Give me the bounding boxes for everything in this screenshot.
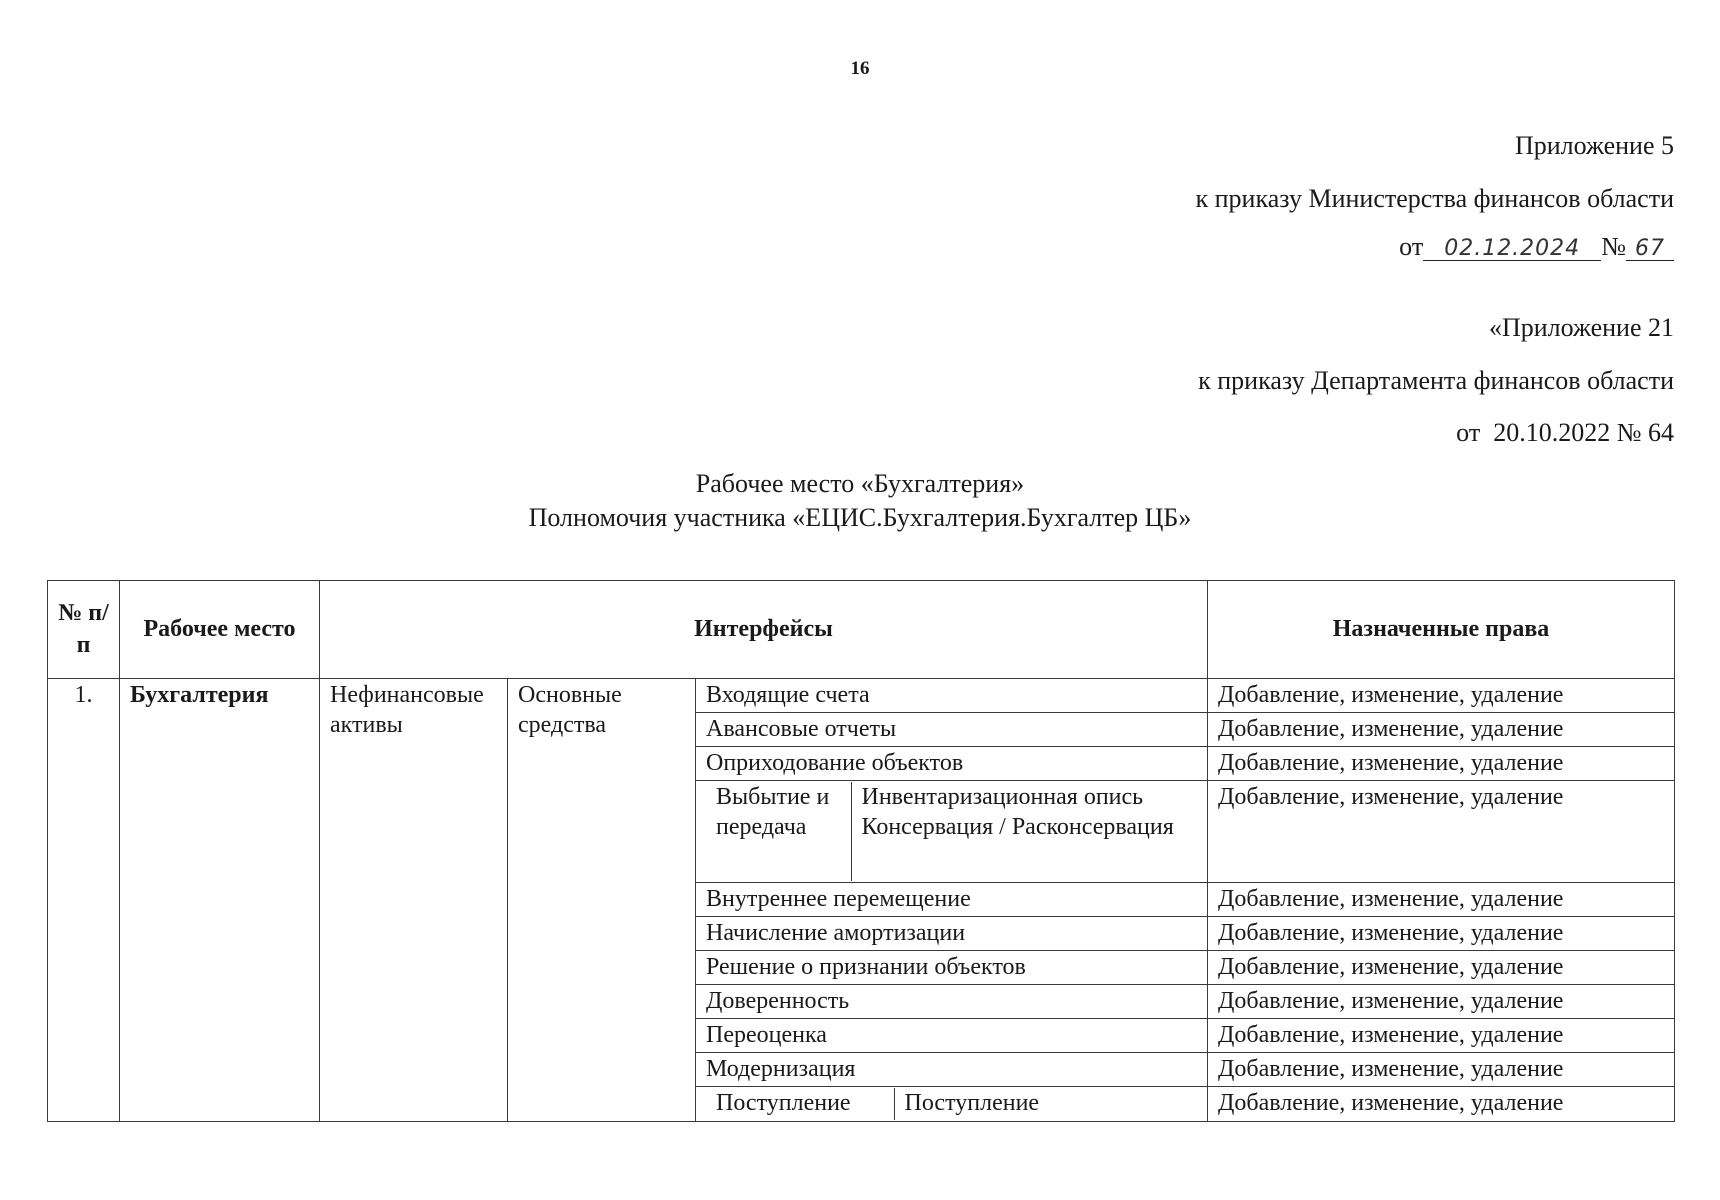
- interface-cell: Входящие счета: [696, 679, 1208, 713]
- handwritten-date: 02.12.2024: [1423, 238, 1601, 261]
- interface-cell: Оприходование объектов: [696, 747, 1208, 781]
- interface-group-cell: [696, 781, 1208, 883]
- page-number: 16: [850, 58, 870, 79]
- interface-cell: Авансовые отчеты: [696, 713, 1208, 747]
- rights-cell: Добавление, изменение, удаление: [1208, 917, 1675, 951]
- appendix-5-date-line: [1399, 234, 1674, 261]
- interface-cell: Модернизация: [696, 1053, 1208, 1087]
- handwritten-number: 67: [1626, 238, 1674, 261]
- interface-group-cell: [696, 1087, 1208, 1122]
- rights-cell: Добавление, изменение, удаление: [1208, 1019, 1675, 1053]
- header-num: № п/п: [48, 581, 120, 679]
- interface-cell: Доверенность: [696, 985, 1208, 1019]
- appendix-21-title: «Приложение 21: [1488, 313, 1674, 342]
- group-label: Поступление: [706, 1088, 894, 1120]
- appendix-21-order-line: к приказу Департамента финансов области: [1198, 366, 1674, 395]
- table-header-row: [48, 581, 1675, 679]
- rights-cell: Добавление, изменение, удаление: [1208, 679, 1675, 713]
- level2-cell: Основные средства: [508, 679, 696, 1122]
- interface-cell: Внутреннее перемещение: [696, 883, 1208, 917]
- workplace-cell: Бухгалтерия: [120, 679, 320, 1122]
- rights-cell: Добавление, изменение, удаление: [1208, 747, 1675, 781]
- level1-cell: Нефинансовые активы: [320, 679, 508, 1122]
- rights-cell: Добавление, изменение, удаление: [1208, 781, 1675, 883]
- row-number: 1.: [48, 679, 120, 1122]
- appendix-5-title: Приложение 5: [1514, 131, 1674, 160]
- from-label: от: [1399, 232, 1424, 261]
- rights-cell: Добавление, изменение, удаление: [1208, 951, 1675, 985]
- group-label: Выбытие и передача: [706, 782, 851, 881]
- number-label: №: [1601, 232, 1626, 261]
- header-workplace: Рабочее место: [120, 581, 320, 679]
- interface-label: Инвентаризационная опись Консервация / Расконсервация: [861, 784, 1174, 840]
- interface-cell: Решение о признании объектов: [696, 951, 1208, 985]
- appendix-21-date-line: от 20.10.2022 № 64: [1456, 418, 1674, 447]
- rights-cell: Добавление, изменение, удаление: [1208, 985, 1675, 1019]
- permissions-table: [47, 580, 1675, 1122]
- interface-cell: Начисление амортизации: [696, 917, 1208, 951]
- interface-cell: Переоценка: [696, 1019, 1208, 1053]
- document-title: Рабочее место «Бухгалтерия»: [695, 469, 1025, 498]
- header-rights: Назначенные права: [1208, 581, 1675, 679]
- table-row: [48, 679, 1675, 713]
- appendix-5-order-line: к приказу Министерства финансов области: [1195, 184, 1674, 213]
- document-subtitle: Полномочия участника «ЕЦИС.Бухгалтерия.Бухгалтер ЦБ»: [528, 503, 1192, 532]
- rights-cell: Добавление, изменение, удаление: [1208, 1053, 1675, 1087]
- header-interfaces: Интерфейсы: [320, 581, 1208, 679]
- rights-cell: Добавление, изменение, удаление: [1208, 883, 1675, 917]
- rights-cell: Добавление, изменение, удаление: [1208, 713, 1675, 747]
- interface-label: Поступление: [904, 1090, 1040, 1116]
- rights-cell: Добавление, изменение, удаление: [1208, 1087, 1675, 1122]
